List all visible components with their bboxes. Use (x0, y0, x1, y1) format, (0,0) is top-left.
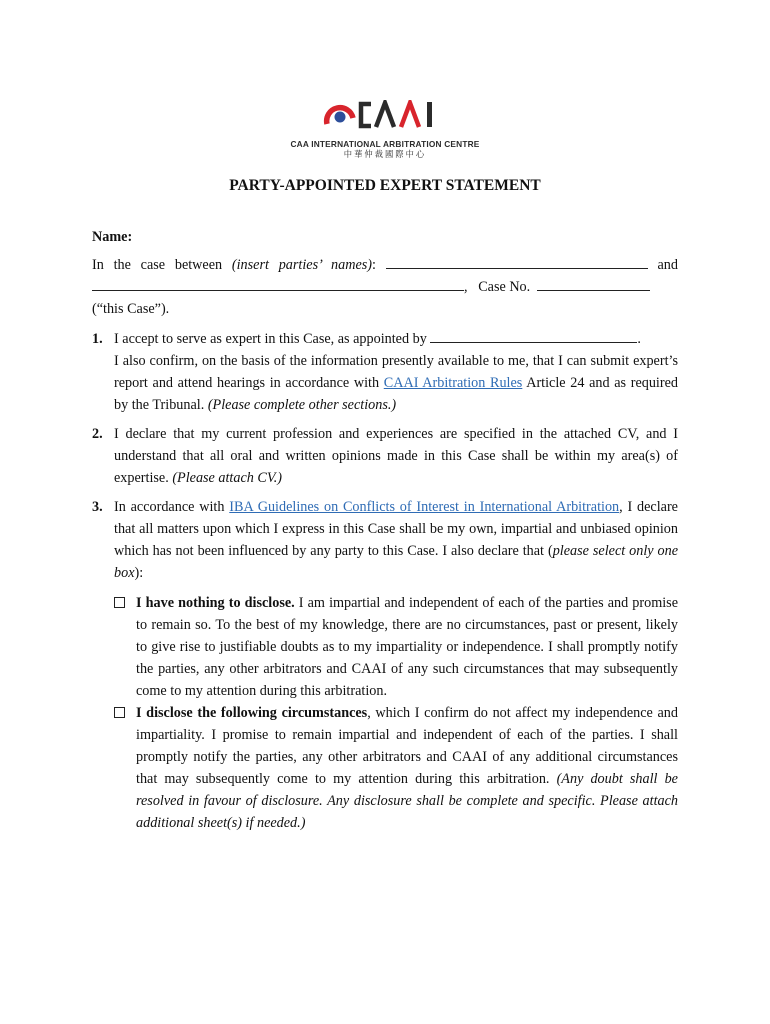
option-2-heading: I disclose the following circumstances (136, 705, 368, 721)
case-line-1 (92, 254, 678, 276)
disclose-circumstances-checkbox[interactable] (114, 707, 125, 718)
item-3-text-c: ): (134, 565, 144, 581)
item-2 (92, 423, 678, 489)
page-title: PARTY-APPOINTED EXPERT STATEMENT (229, 177, 541, 194)
parties-blank-1[interactable] (386, 256, 648, 269)
logo-chinese-name: 中華仲裁國際中心 (343, 149, 427, 159)
item-1-instruction: (Please complete other sections.) (207, 397, 397, 413)
this-case-text: (“this Case”). (92, 301, 170, 317)
option-2-text: , which I confirm do not affect my independence and impartiality. I promise to remain impartial and independent of each of the parties. I shall promptly notify the parties, any other arbitrators and CAAI of any additional circumstances that may subsequently come to my attention during this arbitration. (136, 705, 678, 787)
option-2-instruction: (Any doubt shall be resolved in favour of disclosure. Any disclosure shall be complete and specific. Please attach additional sheet(s) if needed.) (136, 771, 678, 831)
appointed-by-blank[interactable] (430, 330, 637, 343)
option-disclose-circumstances (114, 702, 678, 834)
item-2-number: 2. (92, 426, 103, 442)
option-1-text: I am impartial and independent of each of the parties and promise to remain so. To the best of my knowledge, there are no circumstances, past or present, likely to give rise to justifiable doubts as to my impartiality or independence. I shall promptly notify the parties, any other arbitrators and CAAI of any such circumstances that may subsequently come to my attention during this arbitration. (136, 595, 678, 699)
case-no-blank[interactable] (537, 278, 650, 291)
name-label: Name: (92, 229, 133, 245)
item-3-text-a: In accordance with (114, 499, 230, 515)
case-line-2 (92, 276, 678, 298)
caai-logo-icon (323, 100, 447, 130)
case-comma: , (464, 279, 472, 295)
item-1 (92, 328, 678, 416)
item-1-line1: I accept to serve as expert in this Case, as appointed by (114, 331, 431, 347)
item-1-period: . (637, 331, 641, 347)
item-3-number: 3. (92, 499, 103, 515)
disclosure-options (114, 592, 678, 834)
case-no-label: Case No. (478, 279, 534, 295)
case-prefix: In the case between (92, 257, 232, 273)
statement-body (92, 226, 678, 841)
item-3 (92, 496, 678, 834)
case-and: and (647, 257, 678, 273)
nothing-to-disclose-checkbox[interactable] (114, 597, 125, 608)
caai-logo (0, 100, 770, 160)
case-colon: : (372, 257, 386, 273)
item-1-number: 1. (92, 331, 103, 347)
iba-guidelines-link[interactable]: IBA Guidelines on Conflicts of Interest in International Arbitration (229, 499, 620, 515)
caai-rules-link[interactable]: CAAI Arbitration Rules (383, 375, 523, 391)
case-insert-hint: (insert parties’ names) (231, 257, 372, 273)
option-1-heading: I have nothing to disclose. (136, 595, 295, 611)
logo-english-name: CAA INTERNATIONAL ARBITRATION CENTRE (290, 139, 480, 149)
declaration-list (92, 328, 678, 834)
parties-blank-2[interactable] (92, 278, 464, 291)
item-2-instruction: (Please attach CV.) (172, 470, 282, 486)
item-1-text-b: Article 24 and as required by the Tribunal. (114, 375, 678, 413)
item-3-instruction: please select only one box (114, 543, 678, 581)
item-2-text: I declare that my current profession and experiences are specified in the attached CV, and I understand that all oral and written opinions made in this Case shall be within my area(s) of expertise. (114, 426, 678, 486)
item-3-text-b: , I declare that all matters upon which I express in this Case shall be my own, impartial and unbiased opinion which has not been influenced by any party to this Case. I also declare that ( (114, 499, 678, 559)
option-nothing-to-disclose (114, 592, 678, 702)
item-1-text-a: I also confirm, on the basis of the information presently available to me, that I can submit expert’s report and attend hearings in accordance with (114, 353, 678, 391)
